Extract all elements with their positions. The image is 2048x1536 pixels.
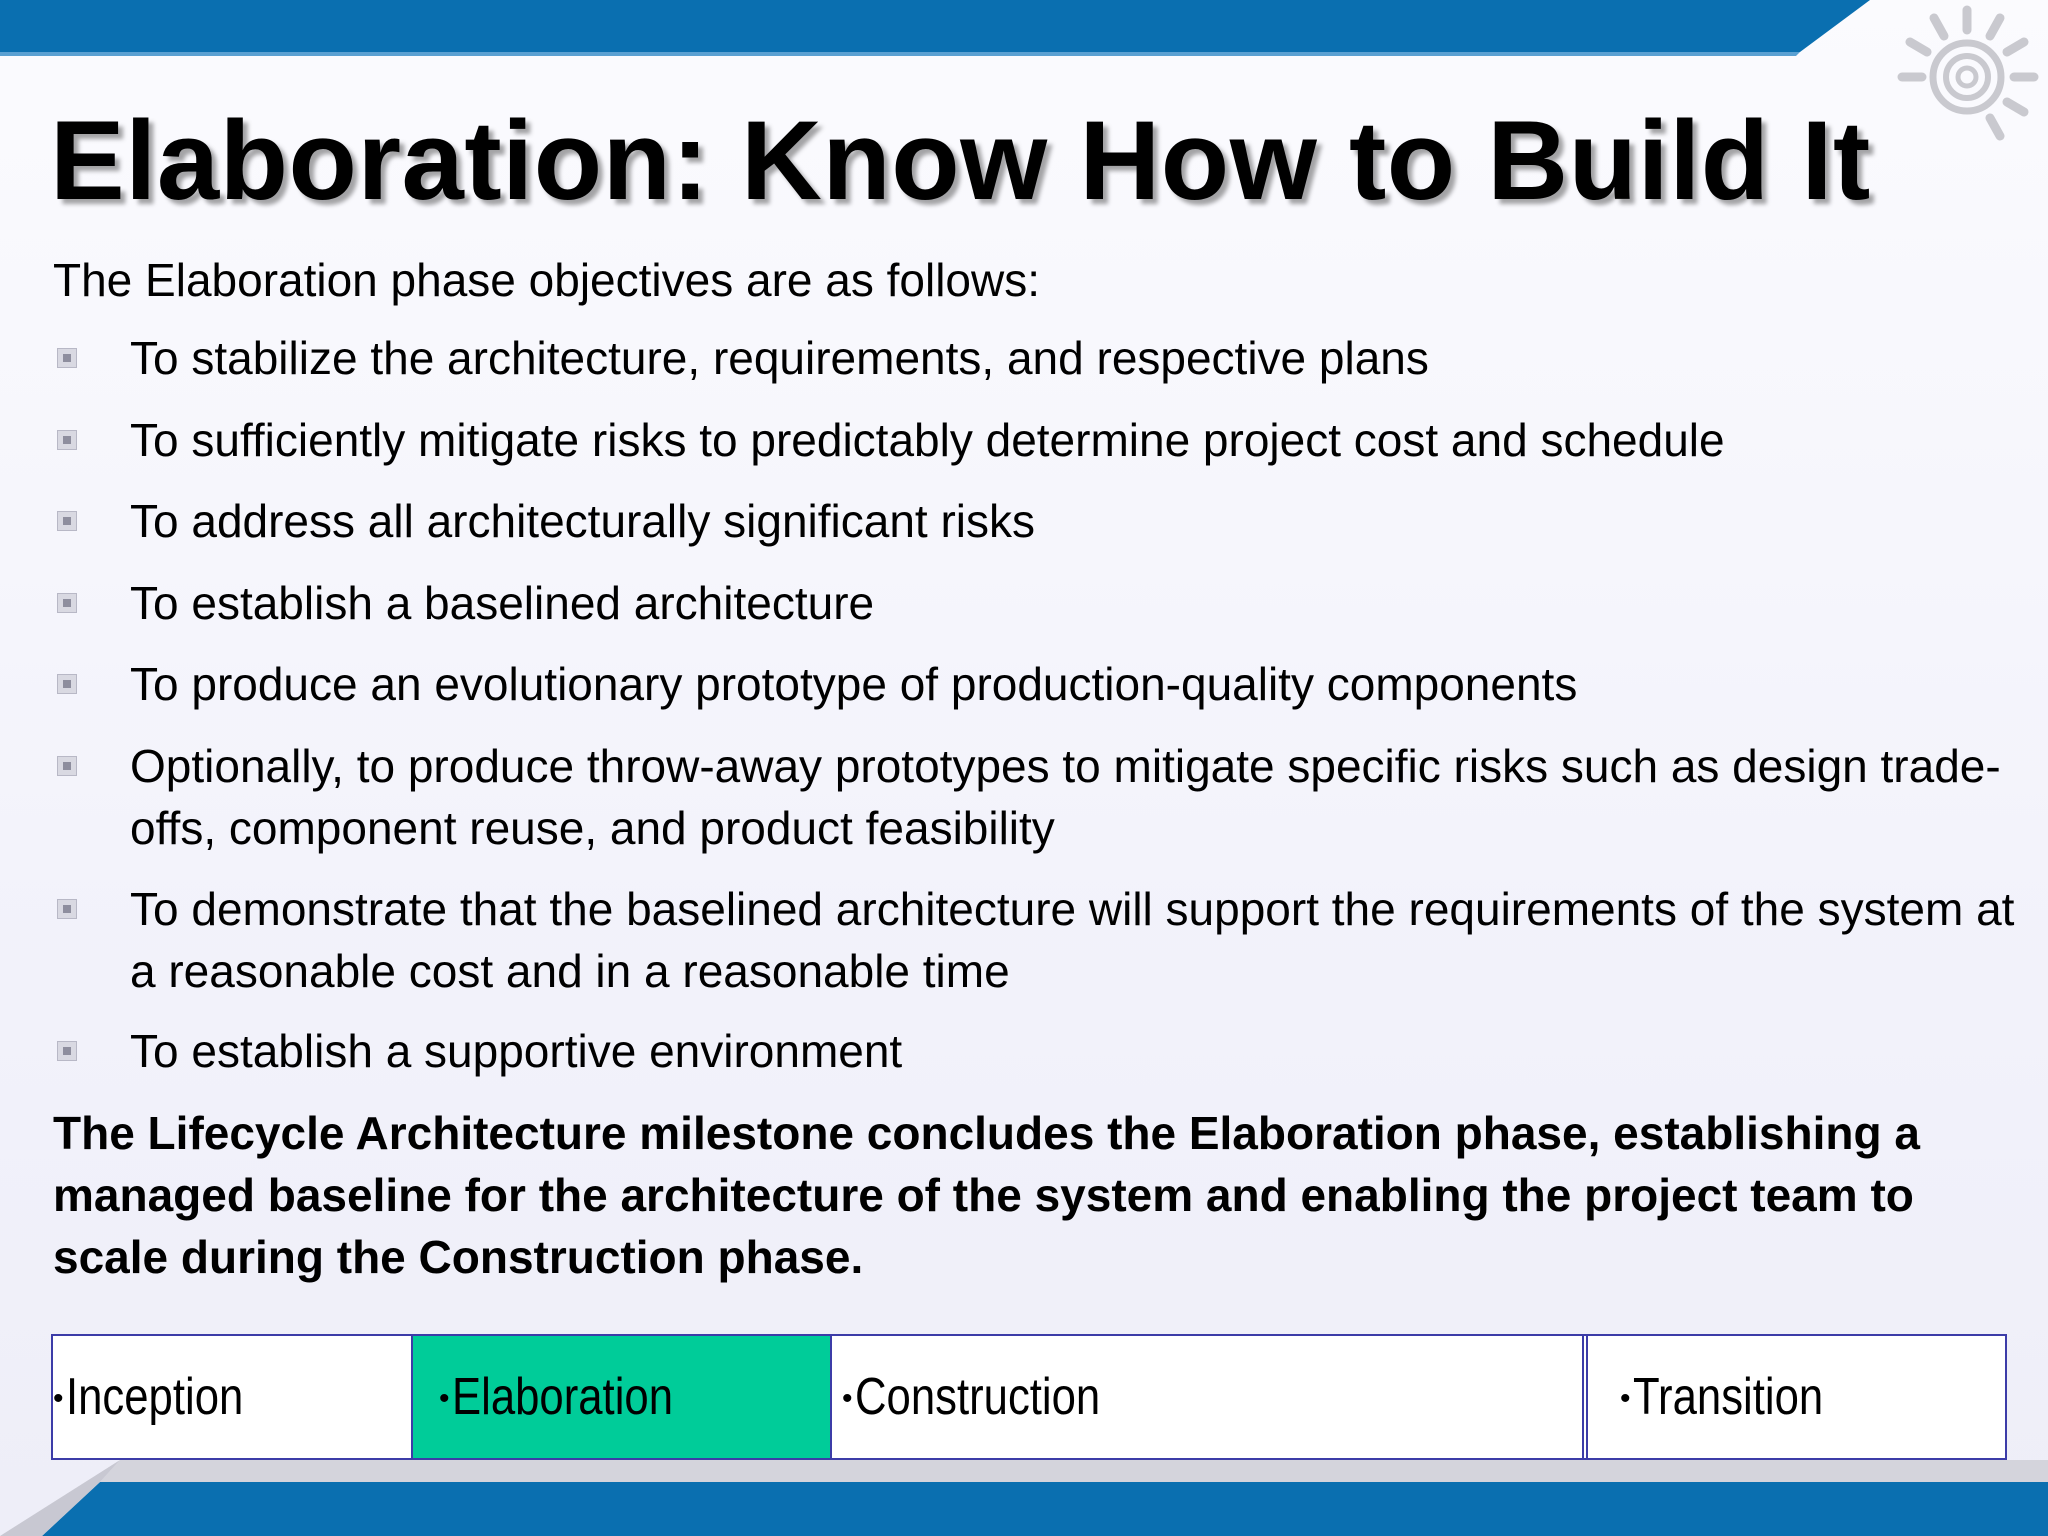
square-bullet-icon: [57, 430, 77, 450]
square-bullet-icon: [57, 593, 77, 613]
phase-label: Transition: [1632, 1368, 1823, 1426]
phase-inception: [53, 1336, 413, 1458]
phase-elaboration: [411, 1336, 830, 1458]
list-item-text: To address all architecturally significant risks: [130, 495, 1036, 547]
phase-construction: [830, 1336, 1582, 1458]
phase-timeline: [51, 1334, 2007, 1460]
square-bullet-icon: [57, 899, 77, 919]
phase-label: Construction: [854, 1368, 1100, 1426]
phase-label: Elaboration: [451, 1368, 673, 1426]
top-banner: [0, 0, 2048, 60]
sun-spiral-logo: [1892, 2, 2042, 152]
square-bullet-icon: [57, 756, 77, 776]
list-item-text: To demonstrate that the baselined architecture will support the requirements of the system at a reasonable cost and in a reasonable time: [130, 883, 2015, 997]
list-item-text: To establish a supportive environment: [130, 1025, 903, 1077]
milestone-summary: The Lifecycle Architecture milestone concludes the Elaboration phase, establishing a managed baseline for the architecture of the system and enabling the project team to scale during the Construction phase.: [53, 1107, 1920, 1283]
phase-label: Inception: [65, 1368, 243, 1426]
list-item-text: To sufficiently mitigate risks to predictably determine project cost and schedule: [130, 414, 1725, 466]
square-bullet-icon: [57, 674, 77, 694]
phase-bullet: •: [439, 1382, 450, 1415]
square-bullet-icon: [57, 1041, 77, 1061]
square-bullet-icon: [57, 348, 77, 368]
intro-text: The Elaboration phase objectives are as follows:: [53, 254, 1041, 306]
phase-transition: [1582, 1336, 2005, 1458]
list-item-text: To produce an evolutionary prototype of production-quality components: [130, 658, 1578, 710]
bottom-banner: [0, 1460, 2048, 1536]
phase-bullet: •: [53, 1382, 64, 1415]
phase-bullet: •: [842, 1382, 853, 1415]
square-bullet-icon: [57, 511, 77, 531]
slide-title: Elaboration: Know How to Build It: [50, 98, 1871, 223]
phase-bullet: •: [1620, 1382, 1631, 1415]
list-item-text: To stabilize the architecture, requirements, and respective plans: [130, 332, 1429, 384]
list-item-text: Optionally, to produce throw-away prototypes to mitigate specific risks such as design trade-offs, component reuse, and product feasibility: [130, 740, 2001, 854]
list-item-text: To establish a baselined architecture: [130, 577, 875, 629]
